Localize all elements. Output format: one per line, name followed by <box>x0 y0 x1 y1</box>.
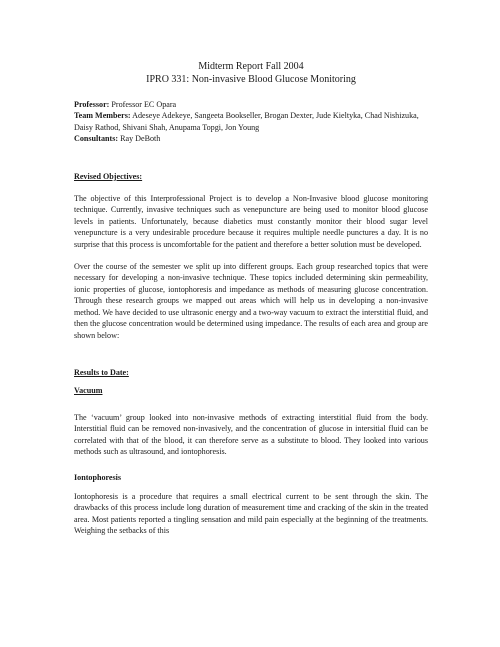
iontophoresis-heading: Iontophoresis <box>74 473 122 483</box>
objectives-paragraph-1: The objective of this Interprofessional Project is to develop a Non-Invasive blood glucose monitoring technique. Currently, invasive techniques such as venepuncture are being used to monitor blood glucose levels in patients. Unfortunately, because diabetics must constantly monitor their blood sugar level venepuncture is a very undesirable procedure because it requires multiple needle punctures a day. It is no surprise that this process is uncomfortable for the patient and therefore a better solution must be developed. <box>74 194 428 249</box>
objectives-paragraph-2: Over the course of the semester we split up into different groups. Each group researched topics that were necessary for developing a non-invasive technique. These topics included determining skin permeability, ionic properties of glucose, iontophoresis and impedance as methods of measuring glucose concentration. Through these research groups we mapped out areas which will help us in developing a non-invasive method. We have decided to use ultrasonic energy and a two-way vacuum to extract the interstitial fluid, and then the glucose concentration would be determined using impedance. The results of each area and group are shown below: <box>74 262 428 340</box>
consultants-line <box>74 133 428 144</box>
professor-label: Professor: <box>74 100 110 109</box>
team-members-line <box>74 110 428 133</box>
team-members-value: Adeseye Adekeye, Sangeeta Bookseller, Brogan Dexter, Jude Kieltyka, Chad Nishizuka, Daisy Rathod, Shivani Shah, Anupama Topgi, Jon Young <box>74 111 419 132</box>
iontophoresis-paragraph: Iontophoresis is a procedure that requires a small electrical current to be sent through the skin. The drawbacks of this process include long duration of measurement time and cracking of the skin in the treated area. Most patients reported a tingling sensation and mild pain especially at the beginning of the treatments. Weighing the setbacks of this <box>74 491 428 535</box>
vacuum-heading: Vacuum <box>74 386 103 396</box>
consultants-value: Ray DeBoth <box>118 134 161 144</box>
consultants-label: Consultants: <box>74 134 119 144</box>
results-heading: Results to Date: <box>74 367 129 377</box>
report-title: Midterm Report Fall 2004 <box>198 61 304 72</box>
vacuum-paragraph: The ‘vacuum’ group looked into non-invasive methods of extracting interstitial fluid from the body. Interstitial fluid can be removed non-invasively, and the concentration of glucose in intersitial fluid can be correlated with that of the blood, it can therefore serve as a substitute to blood. They looked into various methods such as ultrasound, and iontophoresis. <box>74 412 428 456</box>
report-meta <box>74 99 428 145</box>
revised-objectives-heading: Revised Objectives: <box>74 171 143 181</box>
professor-value: Professor EC Opara <box>109 100 177 109</box>
document-body <box>74 60 428 536</box>
report-subtitle: IPRO 331: Non-invasive Blood Glucose Monitoring <box>146 74 356 85</box>
professor-line <box>74 99 428 110</box>
team-members-label: Team Members: <box>74 111 131 121</box>
